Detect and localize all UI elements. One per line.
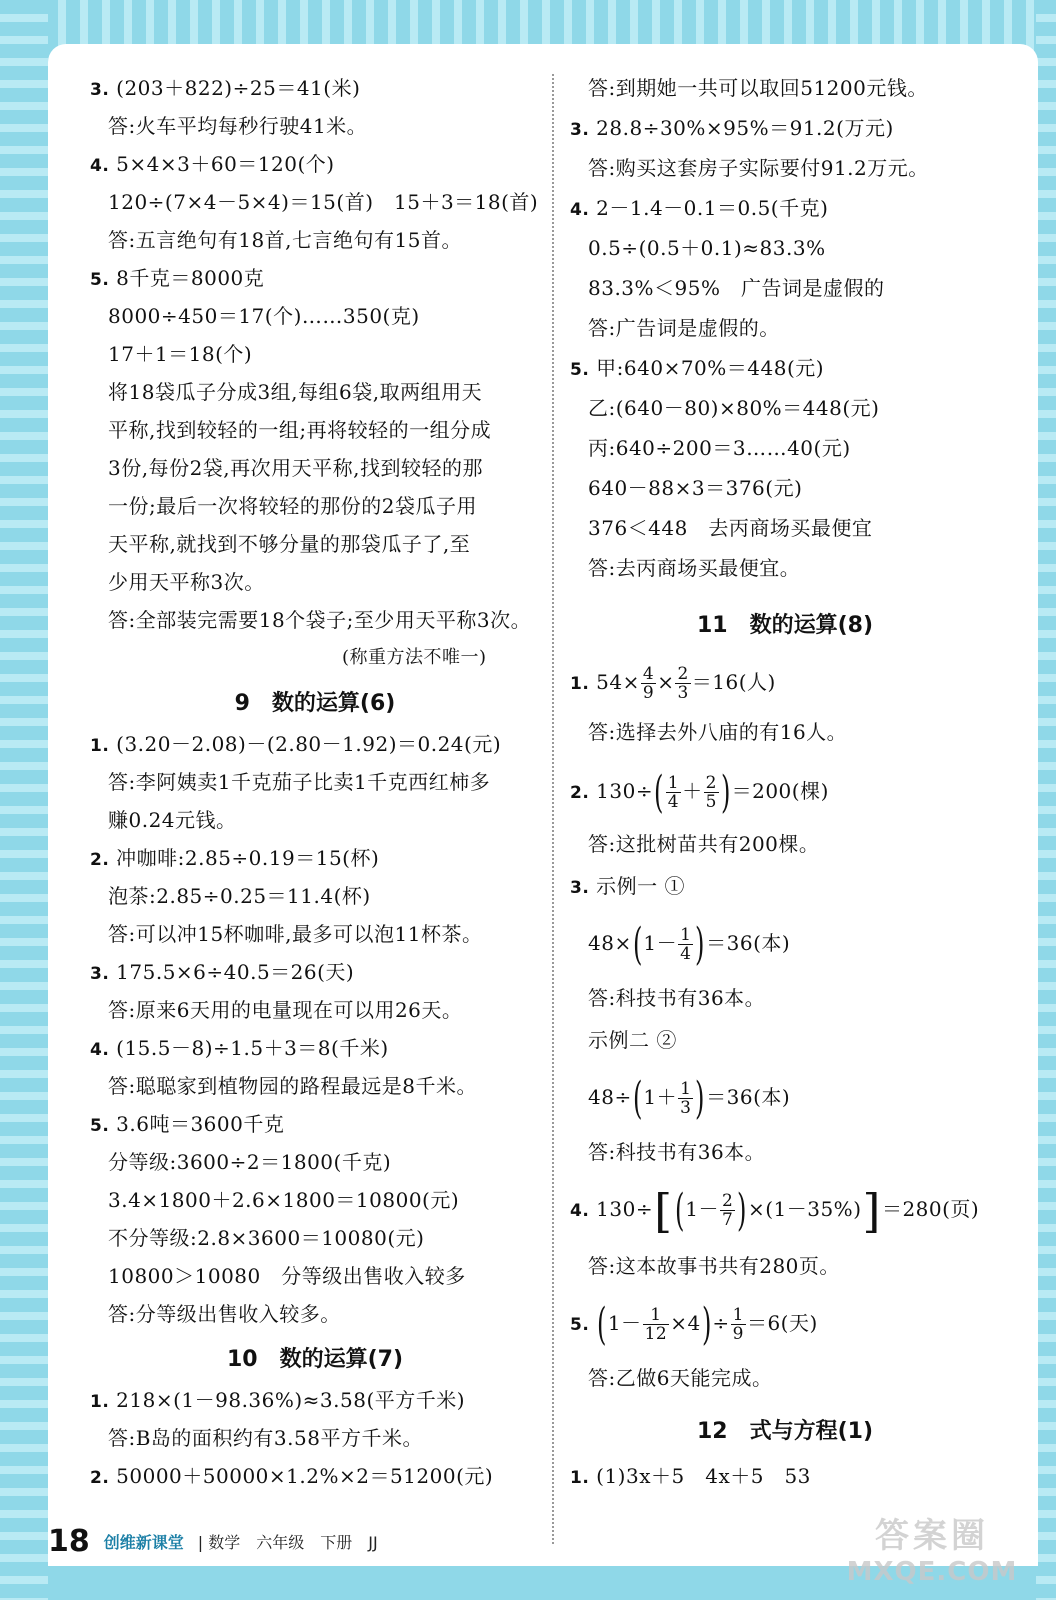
answer-line: 答:全部装完需要18个袋子;至少用天平称3次。 <box>108 608 532 632</box>
fraction: $\frac{1}{4}$ <box>680 925 692 964</box>
answer-line: 640－88×3＝376(元) <box>588 476 803 500</box>
watermark-logo: 答案圈 MXQE.COM <box>846 1516 1018 1587</box>
answer-line: 2. 冲咖啡:2.85÷0.19＝15(杯) <box>90 846 380 870</box>
fraction: $\frac{1}{12}$ <box>644 1305 668 1344</box>
answer-line: 5. 8千克＝8000克 <box>90 266 265 290</box>
answer-line: 答:B岛的面积约有3.58平方千米。 <box>108 1426 423 1450</box>
answer-line: 5. (1－ $\frac{1}{12}$ ×4)÷ $\frac{1}{9}$ ＝6(天) <box>570 1298 818 1350</box>
answer-line: 1. (3.20－2.08)－(2.80－1.92)＝0.24(元) <box>90 732 502 756</box>
book-info: | 数学 六年级 下册 JJ <box>197 1532 378 1552</box>
answer-line: 17＋1＝18(个) <box>108 342 253 366</box>
answer-line: 48×(1－ $\frac{1}{4}$ )＝36(本) <box>588 918 791 970</box>
answer-line: 4. 2－1.4－0.1＝0.5(千克) <box>570 196 829 220</box>
fraction: $\frac{2}{3}$ <box>677 664 689 703</box>
answer-line: 丙:640÷200＝3……40(元) <box>588 436 851 460</box>
section-heading-10: 10 数的运算(7) <box>226 1347 404 1372</box>
answer-line: 答:原来6天用的电量现在可以用26天。 <box>108 998 463 1022</box>
answer-line: 示例二 ② <box>588 1028 677 1052</box>
answer-line: 1. 54× $\frac{4}{9}$ × $\frac{2}{3}$ ＝16(人) <box>570 664 776 703</box>
page-footer <box>48 1516 648 1566</box>
fraction: $\frac{1}{4}$ <box>667 773 680 812</box>
answer-line: 3. 28.8÷30%×95%＝91.2(万元) <box>570 116 894 140</box>
answer-line: 1. (1)3x＋5 4x＋5 53 <box>570 1464 811 1488</box>
answer-line: 4. (15.5－8)÷1.5＋3＝8(千米) <box>90 1036 389 1060</box>
answer-line: 3.4×1800＋2.6×1800＝10800(元) <box>108 1188 460 1212</box>
answer-line: 一份;最后一次将较轻的那份的2袋瓜子用 <box>108 494 477 518</box>
fraction: $\frac{1}{3}$ <box>680 1079 692 1118</box>
answer-line: 答:广告词是虚假的。 <box>588 316 780 340</box>
answer-line: 答:乙做6天能完成。 <box>588 1366 773 1390</box>
column-divider <box>552 74 554 1544</box>
answer-line: 3. 175.5×6÷40.5＝26(天) <box>90 960 355 984</box>
answer-line: 答:这批树苗共有200棵。 <box>588 832 820 856</box>
answer-line: 5. 3.6吨＝3600千克 <box>90 1112 285 1136</box>
answer-line: 不分等级:2.8×3600＝10080(元) <box>108 1226 425 1250</box>
answer-line: 3. (203＋822)÷25＝41(米) <box>90 76 361 100</box>
fraction: $\frac{1}{9}$ <box>732 1305 744 1344</box>
answer-line: 分等级:3600÷2＝1800(千克) <box>108 1150 392 1174</box>
section-heading-12: 12 式与方程(1) <box>696 1419 874 1444</box>
brand-name: 创维新课堂 <box>103 1532 184 1552</box>
answer-line: 0.5÷(0.5＋0.1)≈83.3% <box>588 236 826 260</box>
answer-line: 83.3%＜95% 广告词是虚假的 <box>588 276 885 300</box>
answer-line: 2. 130÷( $\frac{1}{4}$ ＋ $\frac{2}{5}$ )＝200(棵) <box>570 766 829 818</box>
decorative-frame-right <box>1036 0 1056 1600</box>
answer-line: 天平称,就找到不够分量的那袋瓜子了,至 <box>108 532 471 556</box>
fraction: $\frac{2}{7}$ <box>721 1191 734 1230</box>
answer-line: 1. 218×(1－98.36%)≈3.58(平方千米) <box>90 1388 466 1412</box>
answer-line: 答:科技书有36本。 <box>588 986 766 1010</box>
answer-line: 将18袋瓜子分成3组,每组6袋,取两组用天 <box>108 380 483 404</box>
answer-line: 答:科技书有36本。 <box>588 1140 766 1164</box>
answer-line: 答:聪聪家到植物园的路程最远是8千米。 <box>108 1074 477 1098</box>
answer-line: 答:购买这套房子实际要付91.2万元。 <box>588 156 929 180</box>
fraction: $\frac{4}{9}$ <box>642 664 655 703</box>
answer-line: 答:可以冲15杯咖啡,最多可以泡11杯茶。 <box>108 922 483 946</box>
section-heading-11: 11 数的运算(8) <box>696 613 874 638</box>
answer-line: 答:这本故事书共有280页。 <box>588 1254 840 1278</box>
answer-page <box>48 44 1038 1566</box>
answer-line: 答:到期她一共可以取回51200元钱。 <box>588 76 928 100</box>
answer-line: 泡茶:2.85÷0.25＝11.4(杯) <box>108 884 371 908</box>
answer-line: 少用天平称3次。 <box>108 570 265 594</box>
section-heading-9: 9 数的运算(6) <box>234 691 396 716</box>
answer-line: 答:五言绝句有18首,七言绝句有15首。 <box>108 228 462 252</box>
answer-line: 平称,找到较轻的一组;再将较轻的一组分成 <box>108 418 492 442</box>
answer-line: 10800＞10080 分等级出售收入较多 <box>108 1264 466 1288</box>
note: (称重方法不唯一) <box>342 647 487 668</box>
decorative-frame-left <box>0 0 48 1600</box>
answer-line: 4. 5×4×3＋60＝120(个) <box>90 152 335 176</box>
answer-line: 答:分等级出售收入较多。 <box>108 1302 341 1326</box>
page-number: 18 <box>48 1523 90 1559</box>
answer-line: 答:选择去外八庙的有16人。 <box>588 720 848 744</box>
answer-line: 乙:(640－80)×80%＝448(元) <box>588 396 880 420</box>
answer-line: 答:李阿姨卖1千克茄子比卖1千克西红柿多 <box>108 770 491 794</box>
answer-line: 2. 50000＋50000×1.2%×2＝51200(元) <box>90 1464 494 1488</box>
answer-line: 376＜448 去丙商场买最便宜 <box>588 516 873 540</box>
answer-line: 3份,每份2袋,再次用天平称,找到较轻的那 <box>108 456 484 480</box>
answer-line: 答:去丙商场买最便宜。 <box>588 556 801 580</box>
answer-line: 120÷(7×4－5×4)＝15(首) 15＋3＝18(首) <box>108 190 539 214</box>
answer-line: 4. 130÷[(1－ $\frac{2}{7}$ )×(1－35%)]＝280(页) <box>570 1183 980 1238</box>
answer-line: 赚0.24元钱。 <box>108 808 237 832</box>
answer-line: 8000÷450＝17(个)……350(克) <box>108 304 420 328</box>
answer-line: 48÷(1＋ $\frac{1}{3}$ )＝36(本) <box>588 1072 791 1124</box>
answer-line: 答:火车平均每秒行驶41米。 <box>108 114 368 138</box>
answer-line: 5. 甲:640×70%＝448(元) <box>570 356 825 380</box>
answer-line: 3. 示例一 ① <box>570 874 686 898</box>
fraction: $\frac{2}{5}$ <box>705 773 717 812</box>
